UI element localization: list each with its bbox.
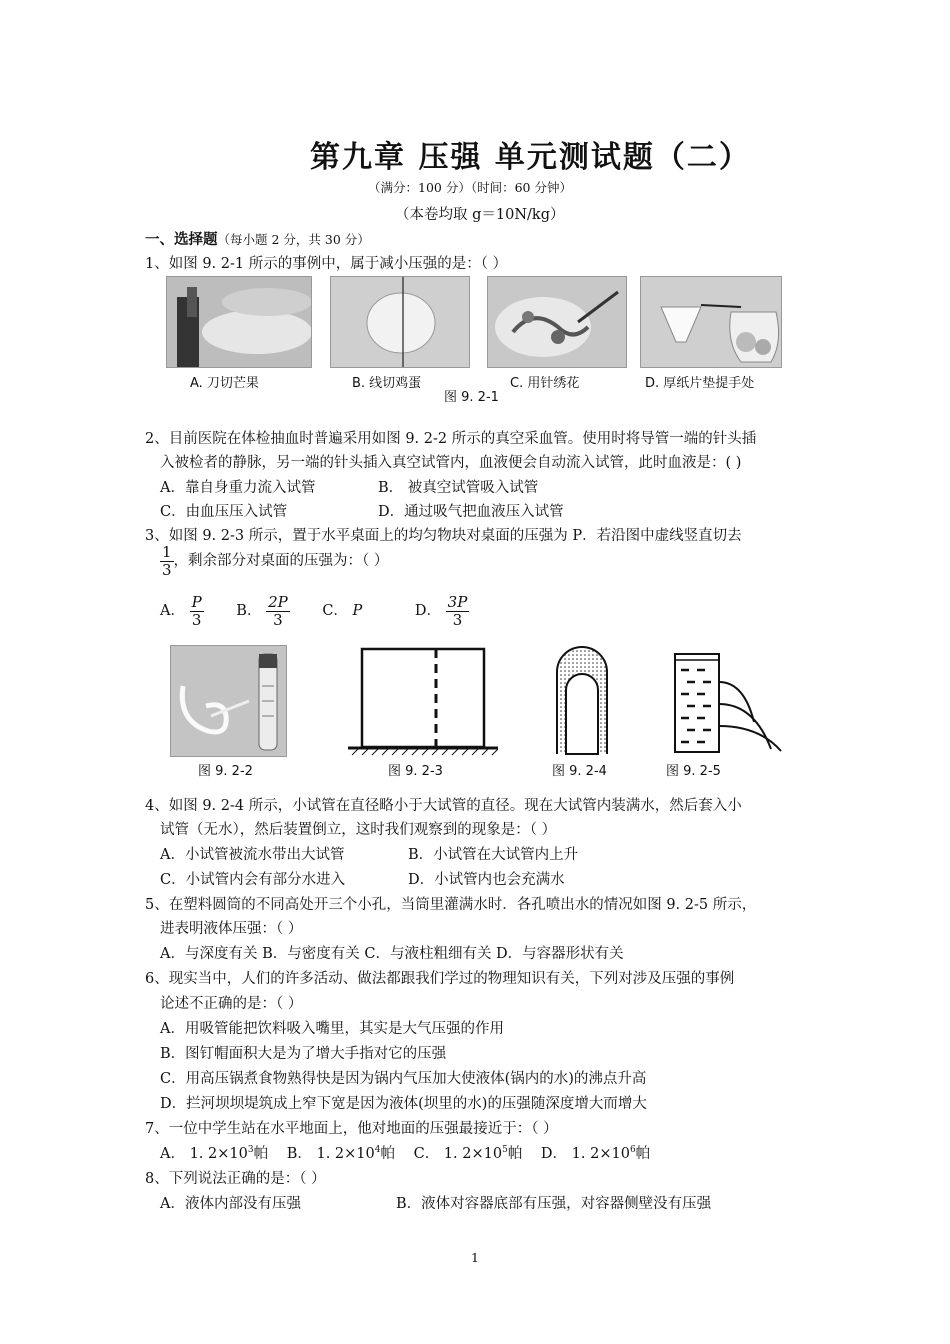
q3-option-b-value: $\frac{2P}{3}$	[268, 593, 288, 629]
figure-block-on-table	[348, 645, 498, 757]
page-number: 1	[471, 1250, 479, 1265]
q2-option-a: A．靠自身重力流入试管	[160, 480, 316, 496]
q8-stem: 8、下列说法正确的是：（ ）	[145, 1171, 326, 1187]
q3-stem-line2: $\frac{1}{3}$ ，剩余部分对桌面的压强为：（ ）	[162, 543, 389, 579]
q2-option-d: D．通过吸气把血液压入试管	[378, 504, 564, 520]
q5-stem-line2: 进表明液体压强：（ ）	[160, 921, 303, 937]
q3-option-b-label: B．	[236, 603, 262, 619]
q1-caption-b: B. 线切鸡蛋	[352, 376, 422, 391]
q7-option-a: A． 1. $2\times 10^3$帕	[160, 1145, 269, 1162]
q6-stem-line1: 6、现实当中，人们的许多活动、做法都跟我们学过的物理知识有关，下列对涉及压强的事例	[145, 971, 735, 987]
q2-option-b: B． 被真空试管吸入试管	[378, 480, 539, 496]
q1-caption-c: C. 用针绣花	[510, 376, 580, 391]
section-heading	[145, 228, 370, 249]
q6-stem-line2: 论述不正确的是：（ ）	[160, 996, 303, 1012]
photo-knife-mango	[166, 276, 312, 368]
exam-note: （本卷均取 g＝10N/kg）	[395, 207, 565, 223]
photo-needle-embroidery	[487, 276, 627, 368]
figure-label-9-2-5: 图 9. 2-5	[666, 764, 721, 779]
q3-fraction-one-third: $\frac{1}{3}$	[162, 543, 172, 579]
q7-stem: 7、一位中学生站在水平地面上，他对地面的压强最接近于：（ ）	[145, 1121, 558, 1137]
q2-stem-line2: 入被检者的静脉，另一端的针头插入真空试管内，血液便会自动流入试管，此时血液是：( )	[160, 455, 742, 471]
q7-option-d: D． 1. $2\times 10^6$帕	[540, 1145, 651, 1162]
q3-option-d-label: D．	[414, 603, 442, 619]
q4-stem-line2: 试管（无水），然后装置倒立，这时我们观察到的现象是：（ ）	[160, 822, 557, 838]
q3-stem-line1: 3、如图 9. 2-3 所示，置于水平桌面上的均匀物块对桌面的压强为 P．若沿图中虚线竖直切去	[145, 528, 742, 544]
photo-paper-handle	[640, 276, 782, 368]
q4-option-c: C．小试管内会有部分水进入	[160, 872, 346, 888]
q2-stem-line1: 2、目前医院在体检抽血时普遍采用如图 9. 2-2 所示的真空采血管。使用时将导管一端的针头插	[145, 431, 757, 447]
q3-options	[160, 594, 469, 628]
q1-caption-d: D. 厚纸片垫提手处	[645, 376, 755, 391]
q5-stem-line1: 5、在塑料圆筒的不同高处开三个小孔，当筒里灌满水时．各孔喷出水的情况如图 9. 2-5 所示，	[145, 897, 757, 913]
q3-option-d-value: $\frac{3P}{3}$	[447, 593, 468, 629]
q4-stem-line1: 4、如图 9. 2-4 所示，小试管在直径略小于大试管的直径。现在大试管内装满水，然后套入小	[145, 798, 742, 814]
section-note: （每小题 2 分，共 30 分）	[217, 232, 370, 247]
q1-figure-label: 图 9. 2-1	[444, 390, 499, 405]
q1-caption-a: A. 刀切芒果	[190, 376, 259, 391]
figure-test-tubes	[552, 642, 612, 757]
figure-label-9-2-2: 图 9. 2-2	[198, 764, 253, 779]
q2-option-c: C．由血压压入试管	[160, 504, 288, 520]
figure-label-9-2-4: 图 9. 2-4	[552, 764, 607, 779]
q7-option-c: C． 1. $2\times 10^5$帕	[413, 1145, 523, 1162]
figure-water-jets	[665, 642, 790, 757]
q7-option-b: B． 1. $2\times 10^4$帕	[286, 1145, 395, 1162]
q6-option-b: B．图钉帽面积大是为了增大手指对它的压强	[160, 1046, 447, 1062]
q6-option-c: C．用高压锅煮食物熟得快是因为锅内气压加大使液体(锅内的水)的沸点升高	[160, 1071, 647, 1087]
q4-option-a: A．小试管被流水带出大试管	[160, 847, 345, 863]
photo-thread-egg	[330, 276, 470, 368]
page-title: 第九章 压强 单元测试题（二）	[310, 140, 751, 175]
figure-blood-tube	[170, 645, 287, 757]
q6-option-d: D．拦河坝坝堤筑成上窄下宽是因为液体(坝里的水)的压强随深度增大而增大	[160, 1096, 647, 1112]
q5-options: A．与深度有关 B．与密度有关 C．与液柱粗细有关 D．与容器形状有关	[160, 946, 624, 962]
figure-label-9-2-3: 图 9. 2-3	[388, 764, 443, 779]
q3-option-a-label: A．	[160, 603, 185, 619]
q8-option-b: B．液体对容器底部有压强，对容器侧壁没有压强	[396, 1196, 712, 1212]
section-title: 一、选择题	[145, 231, 218, 248]
exam-meta: （满分：100 分）（时间：60 分钟）	[368, 180, 572, 195]
q8-option-a: A．液体内部没有压强	[160, 1196, 301, 1212]
q1-stem: 1、如图 9. 2-1 所示的事例中，属于减小压强的是：（ ）	[145, 256, 508, 272]
q7-options	[160, 1142, 650, 1163]
q4-option-d: D．小试管内也会充满水	[408, 872, 565, 888]
q3-option-a-value: $\frac{P}{3}$	[191, 593, 202, 629]
q4-option-b: B．小试管在大试管内上升	[408, 847, 579, 863]
q3-option-c-value: P	[352, 603, 363, 619]
q3-option-c-label: C．	[322, 603, 348, 619]
q6-option-a: A．用吸管能把饮料吸入嘴里，其实是大气压强的作用	[160, 1021, 504, 1037]
